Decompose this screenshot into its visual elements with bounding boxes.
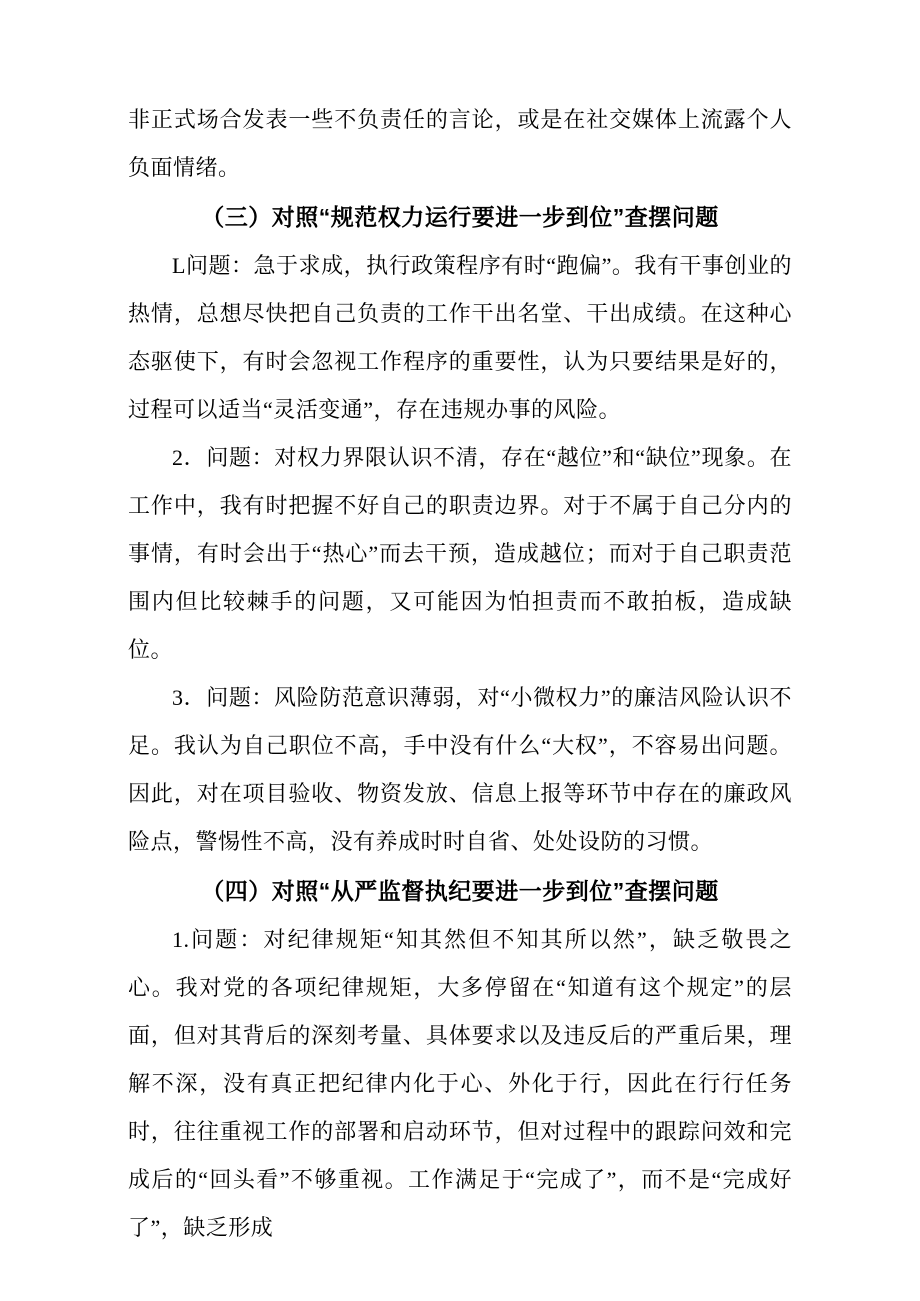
paragraph-continuation: 非正式场合发表一些不负责任的言论，或是在社交媒体上流露个人负面情绪。	[128, 107, 792, 180]
paragraph-problem-1: 1.问题：对纪律规矩“知其然但不知其所以然”，缺乏敬畏之心。我对党的各项纪律规矩，大多停留在“知道有这个规定”的层面，但对其背后的深刻考量、具体要求以及违反后的严重后果，理解不深，没有真正把纪律内化于心、外化于行，因此在行行任务时，往往重视工作的部署和启动环节，但对过程中的跟踪问效和完成后的“回头看”不够重视。工作满足于“完成了”，而不是“完成好了”，缺乏形成	[128, 927, 792, 1240]
paragraph-problem-l: L问题：急于求成，执行政策程序有时“跑偏”。我有干事创业的热情，总想尽快把自己负责的工作干出名堂、干出成绩。在这种心态驱使下，有时会忽视工作程序的重要性，认为只要结果是好的，过程可以适当“灵活变通”，存在违规办事的风险。	[128, 253, 792, 422]
paragraph-problem-2: 2．问题：对权力界限认识不清，存在“越位”和“缺位”现象。在工作中，我有时把握不好自己的职责边界。对于不属于自己分内的事情，有时会出于“热心”而去干预，造成越位；而对于自己职责范围内但比较棘手的问题，又可能因为怕担责而不敢拍板，造成缺位。	[128, 445, 792, 662]
section-heading-four: （四）对照“从严监督执纪要进一步到位”查摆问题	[201, 878, 719, 904]
paragraph-problem-3: 3．问题：风险防范意识薄弱，对“小微权力”的廉洁风险认识不足。我认为自己职位不高，手中没有什么“大权”，不容易出问题。因此，对在项目验收、物资发放、信息上报等环节中存在的廉政风险点，警惕性不高，没有养成时时自省、处处设防的习惯。	[128, 685, 792, 854]
section-heading-three: （三）对照“规范权力运行要进一步到位”查摆问题	[201, 204, 719, 230]
